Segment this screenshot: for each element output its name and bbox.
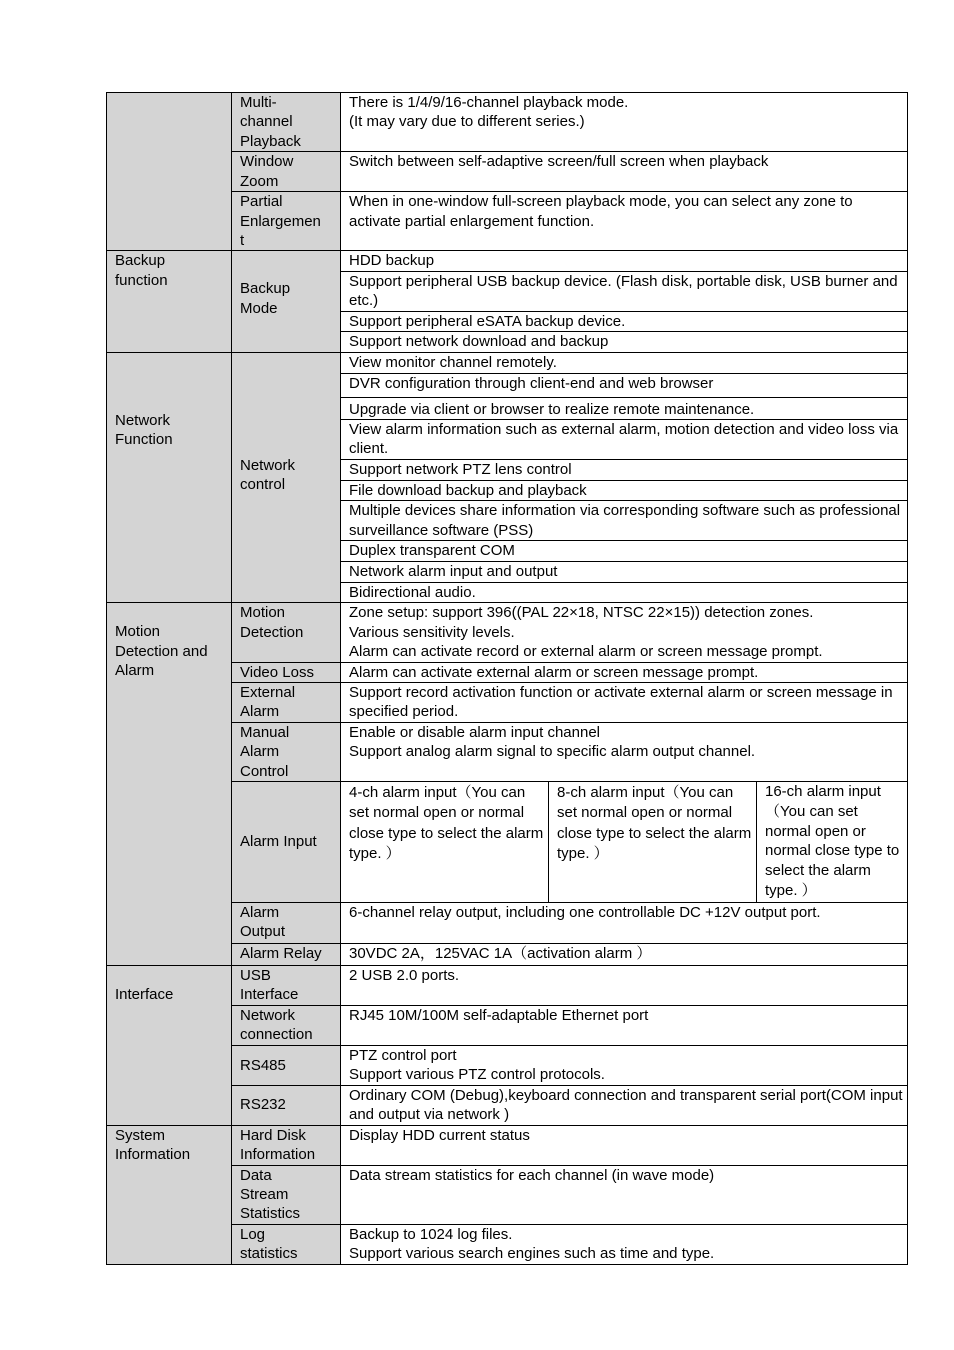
feature-video-loss: Video Loss — [232, 662, 341, 682]
feature-alarm-relay: Alarm Relay — [232, 943, 341, 965]
desc-external-alarm: Support record activation function or activate external alarm or screen message in specified period. — [341, 682, 908, 722]
feature-network-control: Network control — [232, 352, 341, 603]
desc-alarm-relay: 30VDC 2A，125VAC 1A（activation alarm ） — [341, 943, 908, 965]
feature-rs485: RS485 — [232, 1045, 341, 1085]
feature-data-stream-statistics: Data Stream Statistics — [232, 1165, 341, 1224]
table-row — [107, 1125, 908, 1165]
table-row — [107, 93, 908, 152]
category-interface: Interface — [107, 965, 232, 1125]
desc-network-item: Bidirectional audio. — [341, 582, 908, 602]
feature-rs232: RS232 — [232, 1085, 341, 1125]
feature-network-connection: Network connection — [232, 1005, 341, 1045]
desc-network-item: Upgrade via client or browser to realize remote maintenance. — [341, 397, 908, 419]
desc-rs232: Ordinary COM (Debug),keyboard connection and transparent serial port(COM input and output via network ) — [341, 1085, 908, 1125]
desc-usb-interface: 2 USB 2.0 ports. — [341, 965, 908, 1005]
category-backup-function: Backup function — [107, 251, 232, 352]
desc-manual-alarm-control: Enable or disable alarm input channel Support analog alarm signal to specific alarm output channel. — [341, 722, 908, 781]
desc-partial-enlargement: When in one-window full-screen playback mode, you can select any zone to activate partial enlargement function. — [341, 192, 908, 251]
desc-network-item: Duplex transparent COM — [341, 541, 908, 561]
desc-backup-item: Support peripheral USB backup device. (Flash disk, portable disk, USB burner and etc.) — [341, 271, 908, 311]
table-row — [107, 603, 908, 662]
desc-network-item: Support network PTZ lens control — [341, 460, 908, 481]
feature-hard-disk-information: Hard Disk Information — [232, 1125, 341, 1165]
desc-backup-item: Support network download and backup — [341, 332, 908, 352]
table-row — [107, 251, 908, 271]
desc-network-item: View alarm information such as external alarm, motion detection and video loss via client. — [341, 420, 908, 460]
desc-network-item: Network alarm input and output — [341, 561, 908, 582]
feature-alarm-output: Alarm Output — [232, 902, 341, 943]
desc-multi-channel-playback: There is 1/4/9/16-channel playback mode. (It may vary due to different series.) — [341, 93, 908, 152]
feature-log-statistics: Log statistics — [232, 1224, 341, 1264]
table-row — [107, 965, 908, 1005]
category-motion-detection-alarm: Motion Detection and Alarm — [107, 603, 232, 966]
desc-alarm-input-8ch: 8-ch alarm input（You can set normal open or normal close type to select the alarm type. ） — [549, 781, 757, 902]
desc-hard-disk-information: Display HDD current status — [341, 1125, 908, 1165]
desc-rs485: PTZ control port Support various PTZ control protocols. — [341, 1045, 908, 1085]
desc-alarm-output: 6-channel relay output, including one controllable DC +12V output port. — [341, 902, 908, 943]
desc-backup-item: Support peripheral eSATA backup device. — [341, 311, 908, 331]
desc-alarm-input-4ch: 4-ch alarm input（You can set normal open or normal close type to select the alarm type. ） — [341, 781, 549, 902]
category-playback — [107, 93, 232, 251]
feature-alarm-input: Alarm Input — [232, 781, 341, 902]
desc-network-item: Multiple devices share information via corresponding software such as professional surveillance software (PSS) — [341, 501, 908, 541]
feature-partial-enlargement: Partial Enlargemen t — [232, 192, 341, 251]
desc-network-connection: RJ45 10M/100M self-adaptable Ethernet port — [341, 1005, 908, 1045]
feature-external-alarm: External Alarm — [232, 682, 341, 722]
desc-data-stream-statistics: Data stream statistics for each channel (in wave mode) — [341, 1165, 908, 1224]
table-row — [107, 352, 908, 373]
feature-backup-mode: Backup Mode — [232, 251, 341, 352]
desc-video-loss: Alarm can activate external alarm or screen message prompt. — [341, 662, 908, 682]
desc-network-item: View monitor channel remotely. — [341, 352, 908, 373]
category-network-function: Network Function — [107, 352, 232, 603]
desc-network-item: DVR configuration through client-end and web browser — [341, 373, 908, 397]
category-system-information: System Information — [107, 1125, 232, 1264]
feature-motion-detection: Motion Detection — [232, 603, 341, 662]
feature-multi-channel-playback: Multi- channel Playback — [232, 93, 341, 152]
feature-usb-interface: USB Interface — [232, 965, 341, 1005]
desc-network-item: File download backup and playback — [341, 481, 908, 501]
feature-manual-alarm-control: Manual Alarm Control — [232, 722, 341, 781]
spec-table — [106, 92, 908, 1265]
desc-alarm-input-16ch: 16-ch alarm input（You can set normal open or normal close type to select the alarm type. ） — [757, 781, 908, 902]
desc-window-zoom: Switch between self-adaptive screen/full screen when playback — [341, 152, 908, 192]
desc-log-statistics: Backup to 1024 log files. Support various search engines such as time and type. — [341, 1224, 908, 1264]
desc-motion-detection: Zone setup: support 396((PAL 22×18, NTSC 22×15)) detection zones. Various sensitivity levels. Alarm can activate record or external alarm or screen message prompt. — [341, 603, 908, 662]
desc-backup-item: HDD backup — [341, 251, 908, 271]
feature-window-zoom: Window Zoom — [232, 152, 341, 192]
